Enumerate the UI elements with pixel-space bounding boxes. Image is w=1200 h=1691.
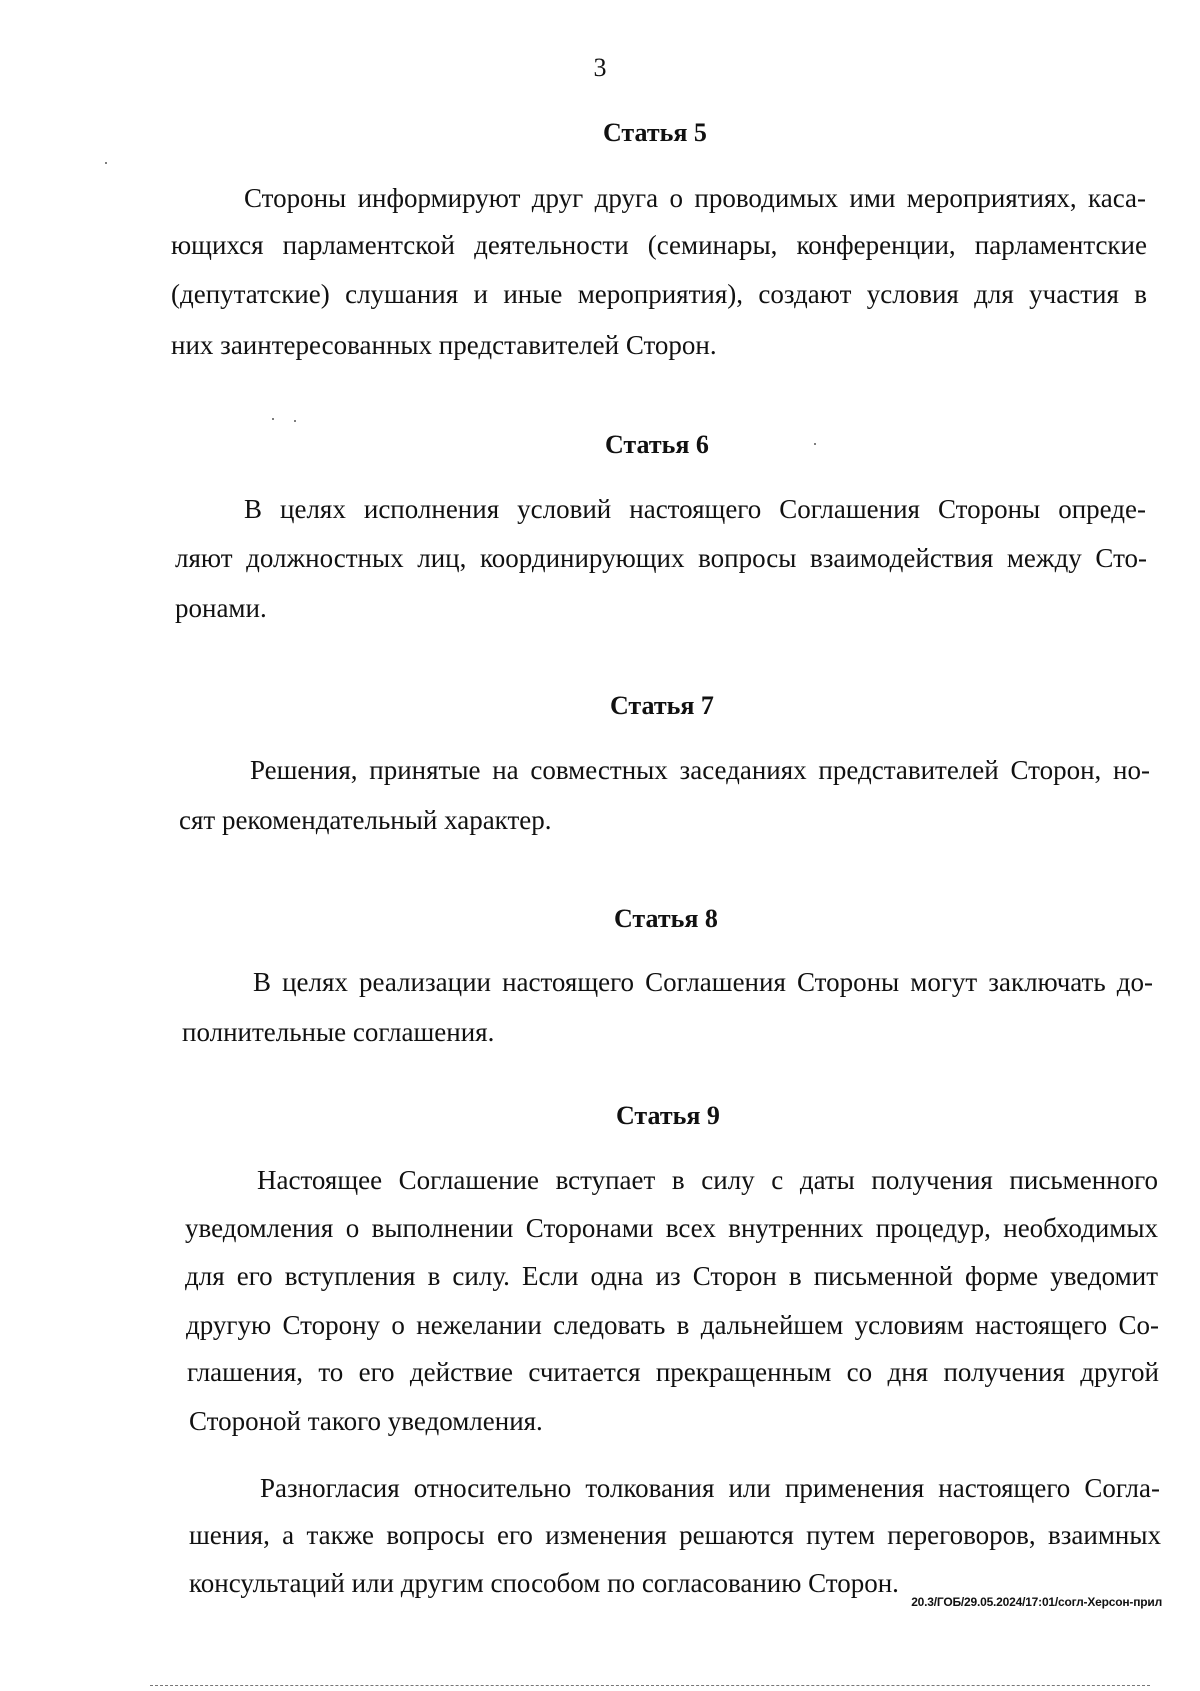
- article-7-line: Решения, принятые на совместных заседаниях представителей Сторон, но-: [250, 755, 1150, 785]
- article-7-heading: Статья 7: [610, 691, 714, 720]
- scan-edge-line: [150, 1685, 1150, 1687]
- article-6-heading: Статья 6: [605, 430, 709, 459]
- article-9-line: Стороной такого уведомления.: [189, 1406, 543, 1436]
- article-9-line: другую Сторону о нежелании следовать в дальнейшем условиям настоящего Со-: [186, 1310, 1159, 1340]
- scan-speck: [294, 420, 296, 422]
- article-9-line: шения, а также вопросы его изменения решаются путем переговоров, взаимных: [189, 1520, 1161, 1550]
- article-5-line: них заинтересованных представителей Сторон.: [171, 330, 717, 360]
- scan-speck: [105, 162, 107, 164]
- article-8-line: полнительные соглашения.: [182, 1017, 495, 1047]
- article-7-line: сят рекомендательный характер.: [179, 805, 552, 835]
- article-5-line: (депутатские) слушания и иные мероприятия), создают условия для участия в: [171, 279, 1147, 309]
- article-9-line: консультаций или другим способом по согласованию Сторон.: [189, 1568, 899, 1598]
- article-9-line: уведомления о выполнении Сторонами всех внутренних процедур, необходимых: [185, 1213, 1158, 1243]
- article-9-line: Разногласия относительно толкования или применения настоящего Согла-: [260, 1473, 1160, 1503]
- article-9-line: для его вступления в силу. Если одна из Сторон в письменной форме уведомит: [185, 1261, 1158, 1291]
- article-5-line: Стороны информируют друг друга о проводимых ими мероприятиях, каса-: [244, 183, 1146, 213]
- page-number: 3: [593, 53, 607, 82]
- article-8-line: В целях реализации настоящего Соглашения Стороны могут заключать до-: [253, 967, 1153, 997]
- article-9-heading: Статья 9: [616, 1101, 720, 1130]
- article-9-line: глашения, то его действие считается прекращенным со дня получения другой: [187, 1357, 1159, 1387]
- article-6-line: ляют должностных лиц, координирующих вопросы взаимодействия между Сто-: [175, 543, 1147, 573]
- document-footer-code: 20.3/ГОБ/29.05.2024/17:01/согл-Херсон-прил: [911, 1595, 1162, 1609]
- article-9-line: Настоящее Соглашение вступает в силу с даты получения письменного: [257, 1165, 1158, 1195]
- article-8-heading: Статья 8: [614, 904, 718, 933]
- article-6-line: ронами.: [175, 593, 267, 623]
- scan-speck: [814, 443, 816, 445]
- article-5-line: ющихся парламентской деятельности (семинары, конференции, парламентские: [171, 230, 1147, 260]
- scan-speck: [272, 418, 274, 420]
- article-6-line: В целях исполнения условий настоящего Соглашения Стороны опреде-: [244, 494, 1146, 524]
- article-5-heading: Статья 5: [603, 118, 707, 147]
